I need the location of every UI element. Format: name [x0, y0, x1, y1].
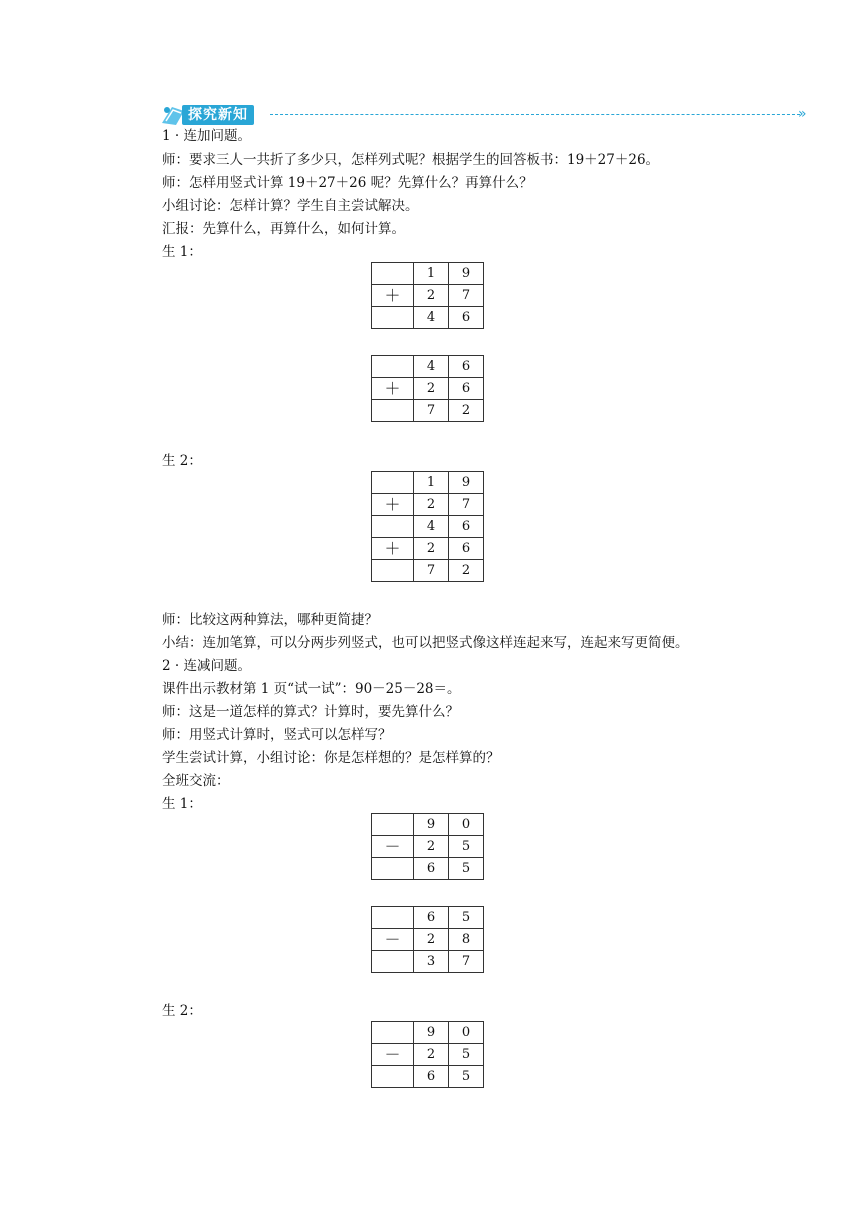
teacher-question-3: 师：这是一道怎样的算式？计算时，要先算什么？	[162, 704, 459, 720]
calc-cell	[372, 1066, 414, 1088]
student-1-label: 生 1：	[162, 244, 202, 260]
calc-cell: 9	[414, 1022, 449, 1044]
calc-cell	[372, 951, 414, 973]
calc-cell: 1	[414, 263, 449, 285]
class-exchange: 全班交流：	[162, 773, 230, 789]
calc-cell: 9	[449, 263, 484, 285]
calc-cell: 7	[449, 494, 484, 516]
calc-row	[372, 494, 484, 516]
calc-cell: 6	[449, 378, 484, 400]
calc-cell	[372, 472, 414, 494]
calc-cell: 0	[449, 1022, 484, 1044]
teacher-compare: 师：比较这两种算法，哪种更简捷？	[162, 612, 378, 628]
calc-row	[372, 1044, 484, 1066]
calc-cell: 1	[414, 472, 449, 494]
double-chevron-icon: »	[798, 106, 807, 122]
calc-row	[372, 307, 484, 329]
heading-subtraction: 2 · 连减问题。	[162, 658, 251, 674]
calc-cell: 2	[414, 378, 449, 400]
calc-cell: 4	[414, 516, 449, 538]
calc-cell: ＋	[372, 285, 414, 307]
vertical-calc-table	[371, 906, 484, 973]
calc-cell: 8	[449, 929, 484, 951]
calc-row	[372, 1022, 484, 1044]
calc-cell: 4	[414, 307, 449, 329]
student-2-label: 生 2：	[162, 1003, 202, 1019]
calc-cell	[372, 814, 414, 836]
teacher-question-1: 师：要求三人一共折了多少只，怎样列式呢？根据学生的回答板书：19＋27＋26。	[162, 152, 660, 168]
calc-cell: ＋	[372, 494, 414, 516]
calc-cell: 2	[449, 560, 484, 582]
calc-cell: －	[372, 929, 414, 951]
calc-row	[372, 814, 484, 836]
calc-row	[372, 356, 484, 378]
section-banner	[160, 103, 807, 127]
calc-cell: 9	[414, 814, 449, 836]
calc-row	[372, 929, 484, 951]
calc-cell: －	[372, 836, 414, 858]
calc-cell	[372, 560, 414, 582]
calc-cell: 0	[449, 814, 484, 836]
calc-row	[372, 538, 484, 560]
vertical-calc-table	[371, 262, 484, 329]
student-attempt: 学生尝试计算，小组讨论：你是怎样想的？是怎样算的？	[162, 750, 500, 766]
calc-cell: 7	[449, 285, 484, 307]
calc-cell: ＋	[372, 538, 414, 560]
calc-cell	[372, 516, 414, 538]
calc-row	[372, 836, 484, 858]
student-1-label: 生 1：	[162, 796, 202, 812]
calc-cell: 2	[414, 929, 449, 951]
vertical-calc-table	[371, 355, 484, 422]
calc-cell: 2	[414, 1044, 449, 1066]
teacher-question-4: 师：用竖式计算时，竖式可以怎样写？	[162, 727, 392, 743]
calc-cell: 2	[414, 285, 449, 307]
banner-divider	[270, 114, 800, 115]
group-discussion: 小组讨论：怎样计算？学生自主尝试解决。	[162, 198, 419, 214]
calc-cell: 6	[414, 1066, 449, 1088]
calc-cell: 7	[414, 400, 449, 422]
calc-cell: 2	[414, 494, 449, 516]
calc-cell: 6	[449, 356, 484, 378]
calc-row	[372, 285, 484, 307]
heading-addition: 1 · 连加问题。	[162, 128, 251, 144]
section-title: 探究新知	[182, 105, 254, 125]
calc-cell: 5	[449, 1044, 484, 1066]
calc-cell	[372, 858, 414, 880]
calc-cell	[372, 1022, 414, 1044]
calc-cell: 6	[414, 907, 449, 929]
calc-row	[372, 951, 484, 973]
calc-row	[372, 858, 484, 880]
calc-row	[372, 560, 484, 582]
calc-cell: －	[372, 1044, 414, 1066]
calc-cell: 5	[449, 858, 484, 880]
calc-cell	[372, 263, 414, 285]
calc-cell	[372, 400, 414, 422]
calc-cell	[372, 307, 414, 329]
calc-cell: 2	[414, 836, 449, 858]
vertical-calc-table	[371, 1021, 484, 1088]
calc-cell: 6	[449, 516, 484, 538]
calc-cell: ＋	[372, 378, 414, 400]
calc-cell: 9	[449, 472, 484, 494]
calc-cell: 7	[414, 560, 449, 582]
summary-line: 小结：连加笔算，可以分两步列竖式，也可以把竖式像这样连起来写，连起来写更简便。	[162, 635, 689, 651]
calc-cell	[372, 907, 414, 929]
calc-cell: 7	[449, 951, 484, 973]
calc-cell	[372, 356, 414, 378]
calc-row	[372, 516, 484, 538]
calc-cell: 6	[414, 858, 449, 880]
calc-row	[372, 472, 484, 494]
calc-cell: 5	[449, 836, 484, 858]
report-line: 汇报：先算什么，再算什么，如何计算。	[162, 221, 405, 237]
calc-cell: 2	[414, 538, 449, 560]
courseware-line: 课件出示教材第 1 页“试一试”：90－25－28＝。	[162, 681, 461, 697]
calc-row	[372, 263, 484, 285]
calc-row	[372, 1066, 484, 1088]
student-2-label: 生 2：	[162, 453, 202, 469]
vertical-calc-table	[371, 471, 484, 582]
calc-cell: 6	[449, 538, 484, 560]
calc-cell: 5	[449, 1066, 484, 1088]
vertical-calc-table	[371, 813, 484, 880]
calc-cell: 2	[449, 400, 484, 422]
calc-cell: 6	[449, 307, 484, 329]
calc-row	[372, 907, 484, 929]
calc-cell: 4	[414, 356, 449, 378]
calc-cell: 3	[414, 951, 449, 973]
calc-row	[372, 400, 484, 422]
calc-cell: 5	[449, 907, 484, 929]
teacher-question-2: 师：怎样用竖式计算 19＋27＋26 呢？先算什么？再算什么？	[162, 175, 533, 191]
calc-row	[372, 378, 484, 400]
